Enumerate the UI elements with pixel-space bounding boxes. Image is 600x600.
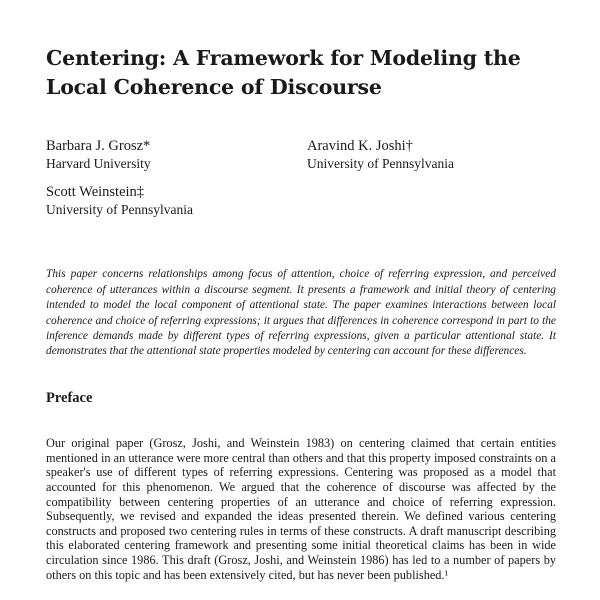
author-affiliation: University of Pennsylvania — [46, 202, 193, 217]
author-name: Aravind K. Joshi† — [307, 138, 413, 154]
preface-body: Our original paper (Grosz, Joshi, and Weinstein 1983) on centering claimed that certain entities mentioned in an utterance were more central than others and that this property imposed constraints on a speaker's use of different types of referring expressions. Centering was proposed as a model that accounted for this phenomenon. We argued that the coherence of discourse was affected by the compatibility between centering properties of an utterance and choice of referring expression. Subsequently, we revised and expanded the ideas presented therein. We defined various centering constructs and proposed two centering rules in terms of these constructs. A draft manuscript describing this elaborated centering framework and presenting some initial theoretical claims has been in wide circulation since 1986. This draft (Grosz, Joshi, and Weinstein 1986) has led to a number of papers by others on this topic and has been extensively cited, but has never been published.¹ — [46, 436, 556, 582]
author-block-1 — [46, 137, 151, 173]
author-name: Barbara J. Grosz* — [46, 138, 151, 154]
title-line-2: Local Coherence of Discourse — [46, 75, 382, 99]
author-affiliation: Harvard University — [46, 156, 151, 171]
author-affiliation: University of Pennsylvania — [307, 156, 454, 171]
author-name: Scott Weinstein‡ — [46, 184, 145, 200]
author-block-2 — [307, 137, 454, 173]
author-block-3 — [46, 183, 193, 219]
paper-title — [46, 44, 566, 102]
title-line-1: Centering: A Framework for Modeling the — [46, 46, 521, 70]
preface-heading: Preface — [46, 390, 93, 406]
abstract: This paper concerns relationships among focus of attention, choice of referring expression, and perceived coherence of utterances within a discourse segment. It presents a framework and initial theory of centering intended to model the local component of attentional state. The paper examines interactions between local coherence and choice of referring expressions; it argues that differences in coherence correspond in part to the inference demands made by different types of referring expressions, given a particular attentional state. It demonstrates that the attentional state properties modeled by centering can account for these differences. — [46, 268, 556, 358]
